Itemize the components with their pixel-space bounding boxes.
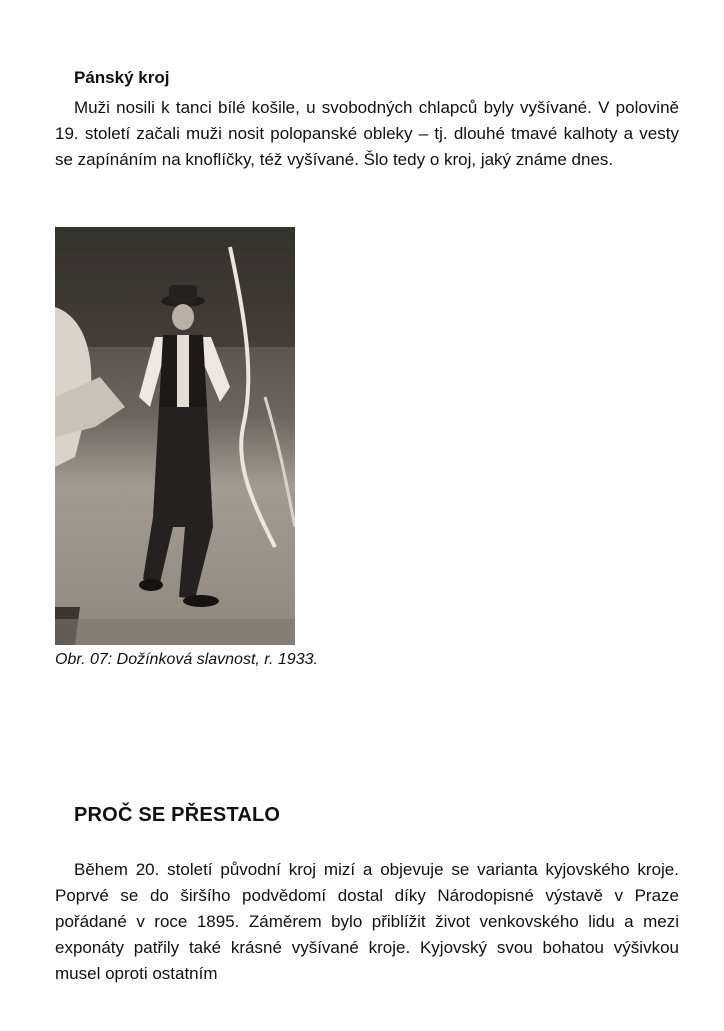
historical-photo	[55, 227, 295, 645]
subheading: Pánský kroj	[74, 68, 170, 87]
photo-caption: Obr. 07: Dožínková slavnost, r. 1933.	[55, 651, 318, 668]
dancer-illustration	[55, 227, 295, 645]
paragraph-mens-costume: Muži nosili k tanci bílé košile, u svobodných chlapců byly vyšívané. V polovině 19. století začali muži nosit polopanské obleky – tj. dlouhé tmavé kalhoty a vesty se zapínáním na knoflíčky, též vyšívané. Šlo tedy o kroj, jaký známe dnes.	[55, 98, 679, 169]
paragraph-why-it-stopped: Během 20. století původní kroj mizí a objevuje se varianta kyjovského kroje. Poprvé se do širšího podvědomí dostal díky Národopisné výstavě v Praze pořádané v roce 1895. Záměrem bylo přiblížit život venkovského lidu a mezi exponáty patřily také krásné vyšívané kroje. Kyjovský svou bohatou výšivkou musel oproti ostatním	[55, 860, 679, 983]
section-title: PROČ SE PŘESTALO	[74, 804, 281, 826]
